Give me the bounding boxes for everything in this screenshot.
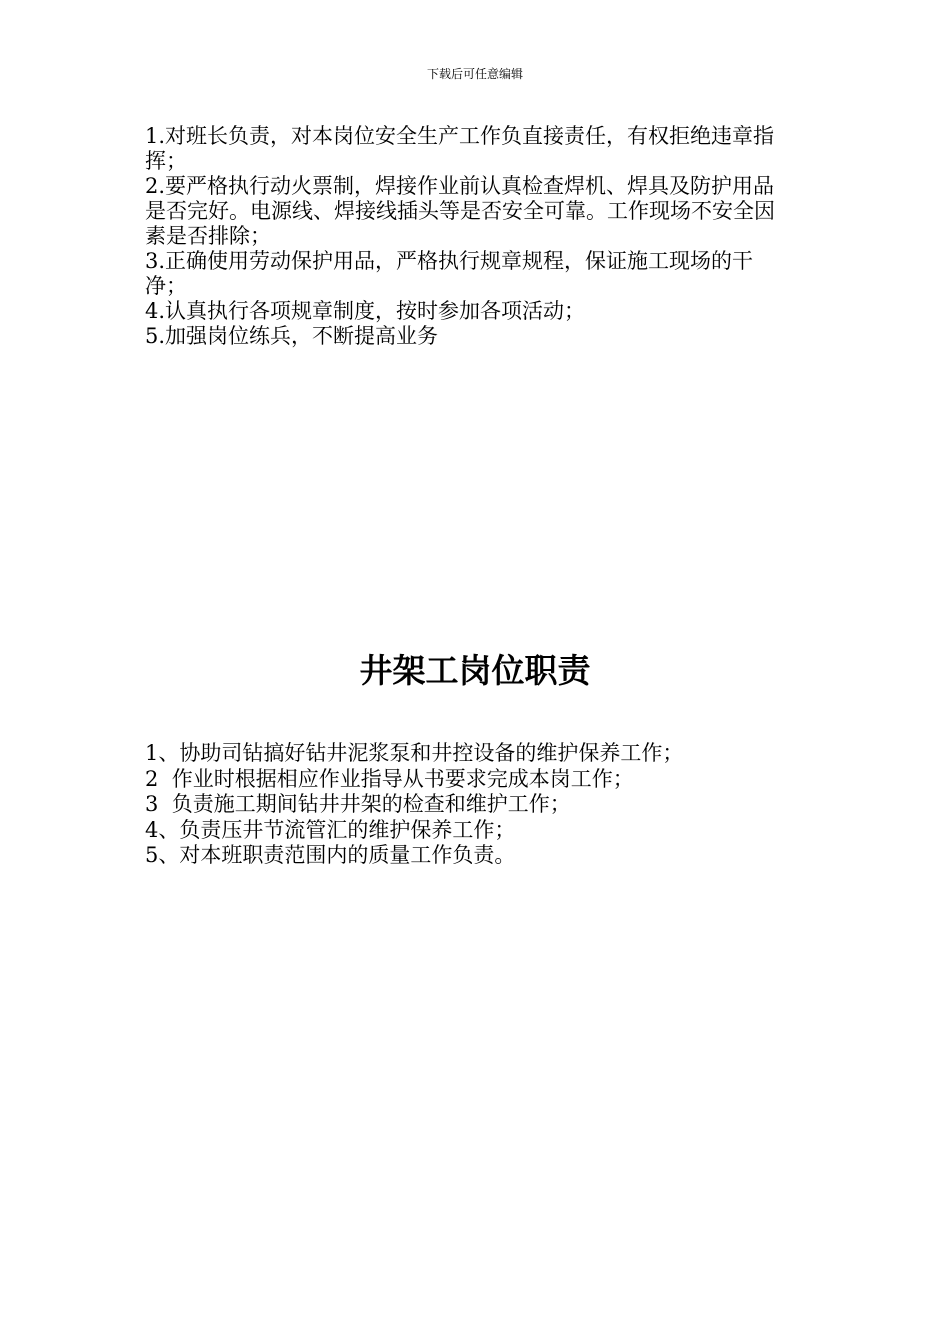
duty-paragraph-5: 5.加强岗位练兵，不断提高业务: [145, 324, 439, 348]
duty-paragraph-3: 3.正确使用劳动保护用品，严格执行规章规程，保证施工现场的干净；: [145, 249, 754, 298]
welder-duties-section: [145, 124, 795, 349]
header-note: 下载后可任意编辑: [426, 67, 523, 81]
duty-item-1: 1、协助司钻搞好钻井泥浆泵和井控设备的维护保养工作；: [145, 741, 684, 765]
duty-item-5: 5、对本班职责范围内的质量工作负责。: [145, 843, 516, 867]
duty-item-4: 4、负责压井节流管汇的维护保养工作；: [145, 817, 516, 842]
duty-paragraph-4: 4.认真执行各项规章制度，按时参加各项活动；: [145, 299, 586, 323]
section-title: 井架工岗位职责: [359, 651, 591, 690]
duty-paragraph-2: 2.要严格执行动火票制，焊接作业前认真检查焊机、焊具及防护用品是否完好。电源线、焊接线插头等是否安全可靠。工作现场不安全因素是否排除；: [145, 174, 775, 248]
duty-item-2: 2 作业时根据相应作业指导从书要求完成本岗工作；: [145, 766, 634, 791]
derrickman-duties-section: [145, 741, 795, 869]
duty-paragraph-1: 1.对班长负责，对本岗位安全生产工作负直接责任，有权拒绝违章指挥；: [145, 124, 775, 173]
duty-item-3: 3 负责施工期间钻井井架的检查和维护工作；: [145, 792, 571, 816]
